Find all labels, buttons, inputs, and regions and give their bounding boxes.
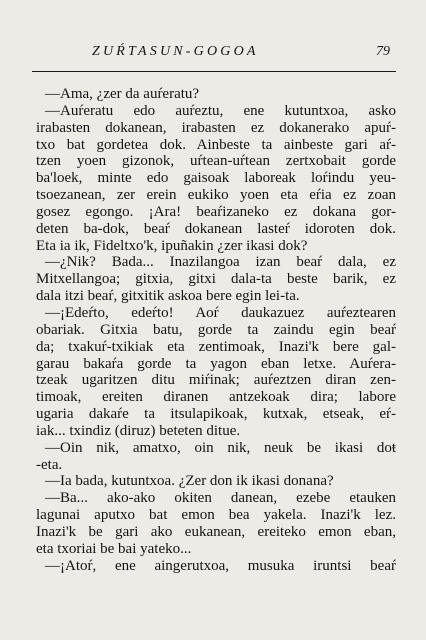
text-line: —¿Nik? Bada... Inazilangoa izan beaŕ dala, ez <box>45 254 396 271</box>
text-line: —¡Edeŕto, edeŕto! Aoŕ daukazuez auŕeztearen <box>45 304 396 321</box>
text-line: Mitxellangoa; gitxia, gitxi dala-ta beste barik, ez <box>36 271 396 288</box>
text-line: —Ama, ¿zer da auŕeratu? <box>45 86 200 102</box>
running-title: ZUŔTASUN-GOGOA <box>92 44 259 59</box>
text-line: txo bat gordetea dok. Ainbeste ta ainbeste gari aŕ- <box>36 136 396 153</box>
body-text <box>36 86 396 574</box>
text-line: eta txoriai be bai yateko... <box>36 540 192 557</box>
text-line: timoak, ereiten diranen antzekoak dira; labore <box>36 389 396 406</box>
text-line: ba'loek, minte edo gaisoak laboreak loŕindu yeu- <box>36 170 396 187</box>
text-line: da; txakuŕ-txikiak eta zentimoak, Inazi'k bere gal- <box>36 338 396 355</box>
text-line: tzen yoen gizonok, uŕtean-uŕtean zertxobait gorde <box>36 153 396 170</box>
text-line: -eta. <box>36 456 63 473</box>
text-line: irabasten dokanean, irabasten ez dokanerako apuŕ- <box>36 119 396 136</box>
page-header <box>30 40 396 64</box>
text-line: tsoezanean, zer erein eukiko yoen eta eŕia ez zoan <box>36 187 396 204</box>
text-line: dala itzi beaŕ, gitxitik askoa bere egin lei-ta. <box>36 288 300 305</box>
text-line: iak... txindiz (diruz) beteten ditue. <box>36 422 241 439</box>
text-line: —Auŕeratu edo auŕeztu, ene kutuntxoa, asko <box>45 102 396 119</box>
text-line: Eta ia ik, Fideltxo'k, ipuñakin ¿zer ikasi dok? <box>36 237 308 254</box>
text-line: gosez egongo. ¡Ara! beaŕizaneko ez dokana gor- <box>36 203 396 220</box>
text-line: lagunai aputxo bat emon bea yakela. Inazi'k lez. <box>36 507 396 524</box>
text-line: garau bakaŕa gorde ta yagon eban letxe. Auŕera- <box>36 355 396 372</box>
text-line: —Oin nik, amatxo, oin nik, neuk be ikasi doŧ <box>45 439 396 456</box>
text-line: —Ba... ako-ako okiten danean, ezebe etauken <box>45 490 396 507</box>
text-line: obariak. Gitxia batu, gorde ta zaindu egin beaŕ <box>36 321 396 338</box>
header-rule <box>32 71 396 72</box>
text-line: deten ba-dok, beaŕ dokanean lasteŕ idoroten dok. <box>36 220 396 237</box>
text-line: Inazi'k be gari ako eukanean, ereiteko emon eban, <box>36 523 396 540</box>
text-line: tzeak ugaritzen ditu miŕinak; auŕeztzen diran zen- <box>36 372 396 389</box>
page-number: 79 <box>376 44 390 59</box>
text-line: ugaria dakaŕe ta itsulapikoak, kutxak, etseak, eŕ- <box>36 406 396 423</box>
text-line: —¡Atoŕ, ene aingerutxoa, musuka iruntsi beaŕ <box>45 557 396 574</box>
text-line: —Ia bada, kutuntxoa. ¿Zer don ik ikasi donana? <box>45 473 334 490</box>
